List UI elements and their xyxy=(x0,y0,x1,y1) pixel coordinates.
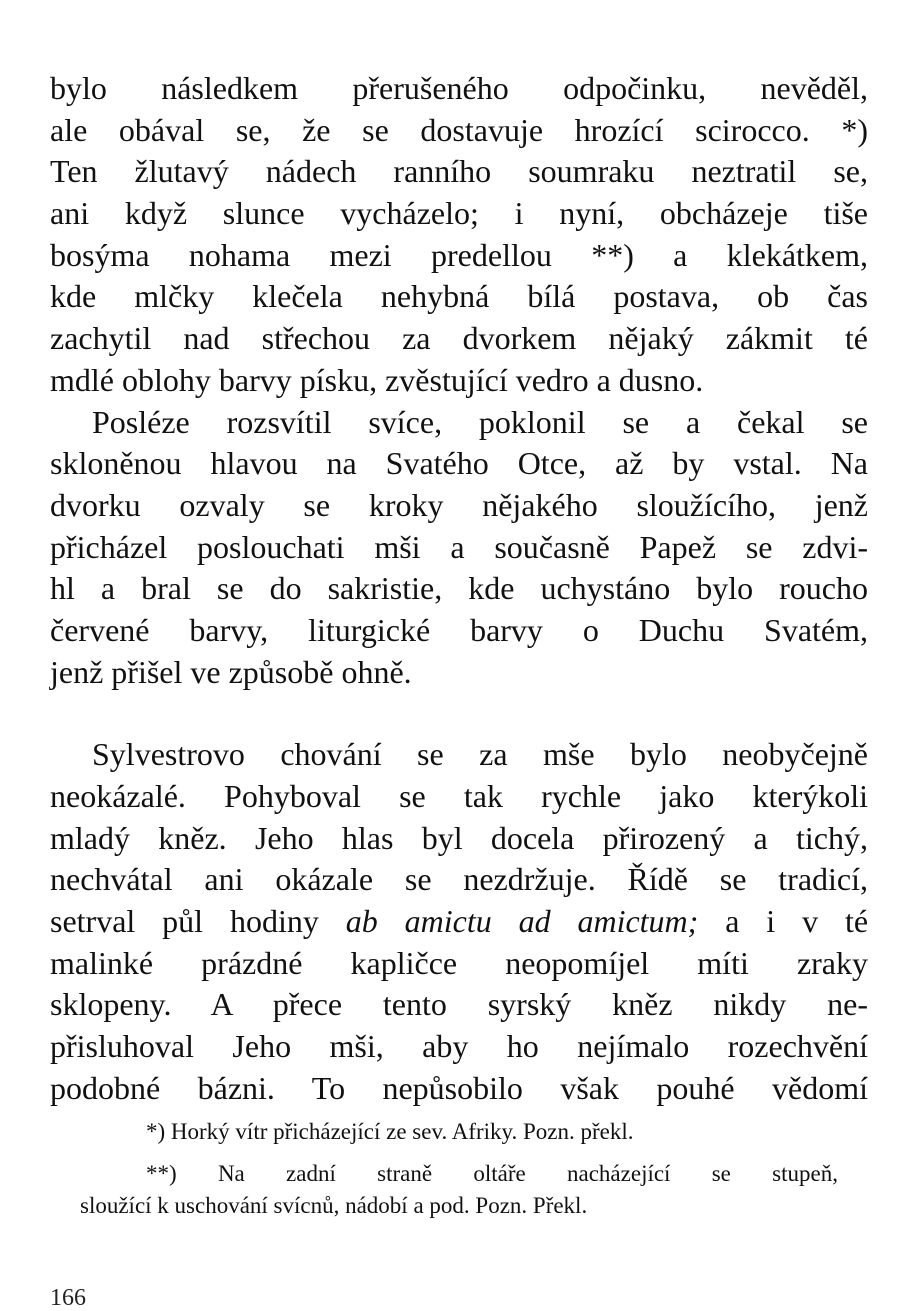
text-line: mladý kněz. Jeho hlas byl docela přirozený a tichý, xyxy=(50,819,868,856)
text-line: jenž přišel ve způsobě ohně. xyxy=(50,653,412,690)
text-line: ale obával se, že se dostavuje hrozící scirocco. *) xyxy=(50,111,868,148)
text-line: Ten žlutavý nádech ranního soumraku neztratil se, xyxy=(50,153,868,190)
page-number: 166 xyxy=(50,1285,86,1311)
text-line: červené barvy, liturgické barvy o Duchu Svatém, xyxy=(50,611,868,648)
text-line: kde mlčky klečela nehybná bílá postava, ob čas xyxy=(50,278,868,315)
text-line: podobné bázni. To nepůsobilo však pouhé vědomí xyxy=(50,1069,868,1106)
text-line: zachytil nad střechou za dvorkem nějaký zákmit té xyxy=(50,320,868,357)
text-line: mdlé oblohy barvy písku, zvěstující vedro a dusno. xyxy=(50,361,704,398)
text-line: bosýma nohama mezi predellou **) a klekátkem, xyxy=(50,236,868,273)
text-segment: setrval půl hodiny xyxy=(50,903,319,940)
text-line: bylo následkem přerušeného odpočinku, nevěděl, xyxy=(50,70,868,106)
text-line: malinké prázdné kapličce neopomíjel míti zraky xyxy=(50,944,868,981)
text-line: přisluhoval Jeho mši, aby ho nejímalo rozechvění xyxy=(50,1028,868,1065)
text-line: nechvátal ani okázale se nezdržuje. Řídě se tradicí, xyxy=(50,861,868,898)
text-line: sklopeny. A přece tento syrský kněz nikdy ne- xyxy=(50,986,868,1023)
text-line: přicházel poslouchati mši a současně Papež se zdvi- xyxy=(50,528,868,565)
text-line: hl a bral se do sakristie, kde uchystáno bylo roucho xyxy=(50,570,868,607)
text-line: Sylvestrovo chování se za mše bylo neobyčejně xyxy=(92,736,868,773)
footnote-gap xyxy=(80,1148,838,1158)
text-line: skloněnou hlavou na Svatého Otce, až by vstal. Na xyxy=(50,445,868,482)
footnote-2-line-1: **) Na zadní straně oltáře nacházející se stupeň, xyxy=(146,1161,838,1186)
latin-phrase: ab amictu ad amictum; xyxy=(345,903,699,940)
footnote-2-line-2: sloužící k uschování svícnů, nádobí a pod. Pozn. Překl. xyxy=(80,1193,588,1218)
footnotes xyxy=(80,1116,838,1222)
section-gap xyxy=(50,693,868,734)
text-line: ani když slunce vycházelo; i nyní, obcházeje tiše xyxy=(50,195,868,232)
text-line: neokázalé. Pohyboval se tak rychle jako kterýkoli xyxy=(50,778,868,814)
text-line: dvorku ozvaly se kroky nějakého sloužícího, jenž xyxy=(50,486,868,523)
text-line: Posléze rozsvítil svíce, poklonil se a čekal se xyxy=(92,403,868,440)
body-text xyxy=(50,68,868,1110)
text-segment: a i v té xyxy=(725,903,869,940)
footnote-1: *) Horký vítr přicházející ze sev. Afriky. Pozn. překl. xyxy=(146,1119,634,1144)
text-line-mixed xyxy=(50,901,868,943)
